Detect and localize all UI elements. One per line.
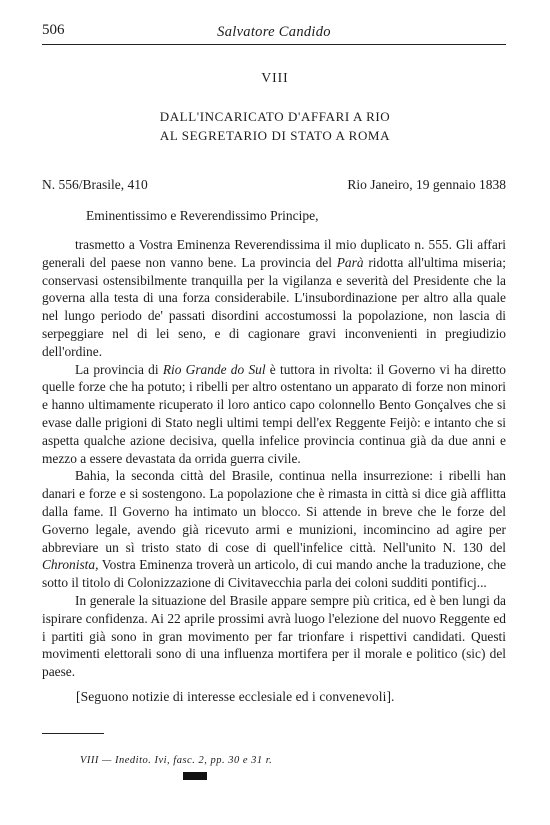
letter-reference: N. 556/Brasile, 410 [42, 177, 148, 192]
document-number: VIII [261, 70, 289, 85]
paragraph-3: Bahia, la seconda città del Brasile, continua nella insurrezione: i ribelli han danari e forze e si sostengono. La popolazione che è rimasta in città si dice già afflitta dalla fame. Il Governo ha intimato un blocco. Si attende in breve che le forze del Governo legale, avendo già ricevuto armi e munizioni, incomincino ad agire per abbreviare un sì tristo stato di cose di quell'infelice città. Nell'unito N. 130 del Chronista, Vostra Eminenza troverà un articolo, di cui mando anche la traduzione, che sotto il titolo di Colonizzazione di Civitavecchia parla dei coloni sudditi pontificj... [42, 468, 506, 591]
letter-body [42, 236, 506, 681]
salutation: Eminentissimo e Reverendissimo Principe, [86, 208, 319, 223]
place-name-para: Parà [336, 254, 364, 270]
place-name-rio-grande: Rio Grande do Sul [162, 361, 266, 377]
document-title-line-2: AL SEGRETARIO DI STATO A ROMA [159, 128, 391, 143]
footnote: VIII — Inedito. Ivi, fasc. 2, pp. 30 e 31 r. [80, 755, 273, 766]
document-title-line-1: DALL'INCARICATO D'AFFARI A RIO [159, 109, 391, 124]
paragraph-1: trasmetto a Vostra Eminenza Reverendissima il mio duplicato n. 555. Gli affari generali del paese non vanno bene. La provincia del Parà ridotta all'ultima miseria; conservasi ostensibilmente tranquilla per la vigilanza e severità del Presidente che la governa alla testa di una forza considerabile. L'insubordinazione per altro alla quale nel lungo periodo de' passati disordini accostumossi la popolazione, non lascia di serpeggiare nel di lei seno, e di cagionare gravi inconvenienti in pregiudizio dell'ordine. [42, 237, 506, 359]
footnote-rule [42, 733, 104, 734]
paragraph-2: La provincia di Rio Grande do Sul è tuttora in rivolta: il Governo vi ha diretto quelle forze che ha potuto; i ribelli per altro ostentano un apparato di forze non minori e hanno ultimamente ricuperato il loro antico capo colonnello Bento Gonçalves che si evase dalle prigioni di Stato negli ultimi tempi dell'ex Reggente Feijò: e intanto che si aspetta qualche azione decisiva, quella infelice provincia continua già da due anni e mezzo a essere devastata da orrida guerra civile. [42, 361, 506, 466]
page-number: 506 [42, 22, 65, 38]
letter-place-date: Rio Janeiro, 19 gennaio 1838 [347, 177, 506, 192]
closing-note: [Seguono notizie di interesse ecclesiale ed i convenevoli]. [76, 689, 395, 704]
running-head: Salvatore Candido [217, 24, 331, 40]
page-header [42, 22, 506, 44]
paragraph-4: In generale la situazione del Brasile appare sempre più critica, ed è ben lungi da ispirare confidenza. Ai 22 aprile prossimi avrà luogo l'elezione del nuovo Reggente ed i partiti già sono in gran movimento per far trionfare i rispettivi candidati. Questi movimenti elettorali sono di una influenza mortifera per il morale e politico (sic) del paese. [42, 592, 506, 680]
document-title [0, 107, 550, 145]
redaction-mark [183, 772, 207, 780]
header-rule [42, 44, 506, 45]
periodical-title: Chronista, [42, 557, 99, 573]
